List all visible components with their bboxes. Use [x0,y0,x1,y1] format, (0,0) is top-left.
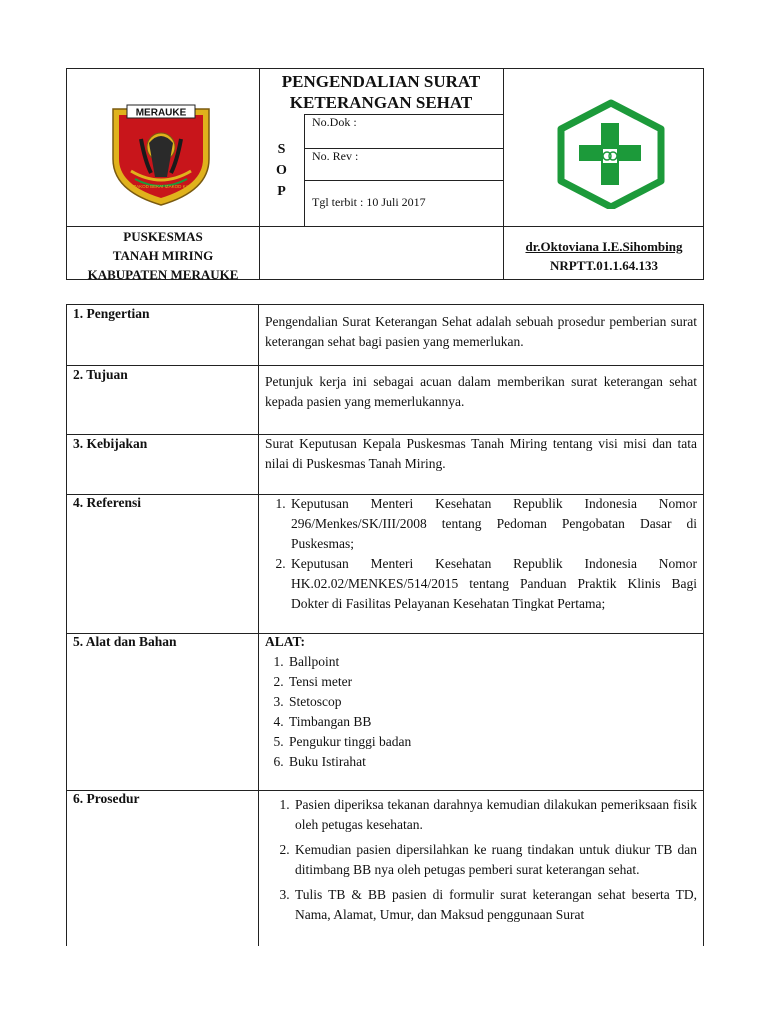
list-item: 1. Keputusan Menteri Kesehatan Republik Indonesia Nomor 296/Menkes/SK/III/2008 tentang Pedoman Pengobatan Dasar di Puskesmas; [289,494,697,554]
org-line: KABUPATEN MERAUKE [87,267,239,282]
section-text-tujuan: Petunjuk kerja ini sebagai acuan dalam memberikan surat keterangan sehat kepada pasien yang memerlukannya. [265,374,697,409]
list-item: 2. Tensi meter [287,672,697,692]
emblem-lettering: MERAUKE [135,107,187,119]
section-text-kebijakan: Surat Keputusan Kepala Puskesmas Tanah Miring tentang visi misi dan tata nilai di Puskesmas Tanah Miring. [265,436,697,471]
list-item: 2. Keputusan Menteri Kesehatan Republik Indonesia Nomor HK.02.02/MENKES/514/2015 tentang Panduan Praktik Klinis Bagi Dokter di Fasilitas Pelayanan Kesehatan Tingkat Pertama; [289,554,697,614]
section-text-pengertian: Pengendalian Surat Keterangan Sehat adalah sebuah prosedur pemberian surat keterangan sehat bagi pasien yang memerlukan. [265,314,697,349]
signer-id: NRPTT.01.1.64.133 [549,258,659,273]
section-label-prosedur: 6. Prosedur [73,791,140,806]
list-item: 2. Kemudian pasien dipersilahkan ke ruang tindakan untuk diukur TB dan ditimbang BB nya oleh petugas pemberi surat keterangan sehat. [293,840,697,880]
organization-name [67,227,259,284]
list-item: 4. Timbangan BB [287,712,697,732]
list-item: 6. Buku Istirahat [287,752,697,772]
section-label-pengertian: 1. Pengertian [73,306,150,321]
list-item: 3. Stetoscop [287,692,697,712]
revision-number: No. Rev : [312,149,359,163]
org-line: TANAH MIRING [112,248,214,263]
title-line: PENGENDALIAN SURAT [281,72,481,91]
list-item: 1. Pasien diperiksa tekanan darahnya kemudian dilakukan pemeriksaan fisik oleh petugas kesehatan. [293,795,697,835]
section-list-prosedur [265,795,697,930]
merauke-emblem-logo [105,99,217,209]
section-list-alat-bahan [265,632,697,772]
section-list-referensi [265,494,697,614]
title-line: KETERANGAN SEHAT [289,93,473,112]
section-label-alat-bahan: 5. Alat dan Bahan [73,634,177,649]
puskesmas-logo [551,99,671,209]
sop-label [259,139,304,202]
section-label-kebijakan: 3. Kebijakan [73,436,148,451]
issue-date: Tgl terbit : 10 Juli 2017 [312,195,426,209]
list-item: 3. Tulis TB & BB pasien di formulir surat keterangan sehat beserta TD, Nama, Alamat, Umur, dan Maksud penggunaan Surat [293,885,697,925]
row-divider [67,790,703,791]
sop-letter: O [276,163,287,178]
sop-letter: S [277,142,286,157]
section-label-referensi: 4. Referensi [73,495,141,510]
header-divider [304,114,305,226]
sop-header-table [66,68,704,280]
sop-content-table [66,304,704,946]
signer-name: dr.Oktoviana I.E.Sihombing [525,239,683,254]
document-title [259,69,503,113]
document-number: No.Dok : [312,115,357,129]
list-item: 1. Ballpoint [287,652,697,672]
sop-letter: P [277,184,286,199]
section-label-tujuan: 2. Tujuan [73,367,128,382]
signatory [503,237,705,275]
org-line: PUSKESMAS [123,229,203,244]
svg-text:IZAKOD BEKAI IZAKOD KAI: IZAKOD BEKAI IZAKOD KAI [132,184,190,189]
alat-heading: ALAT: [265,634,305,649]
row-divider [67,365,703,366]
list-item: 5. Pengukur tinggi badan [287,732,697,752]
column-divider [258,305,259,946]
header-divider [304,180,503,181]
